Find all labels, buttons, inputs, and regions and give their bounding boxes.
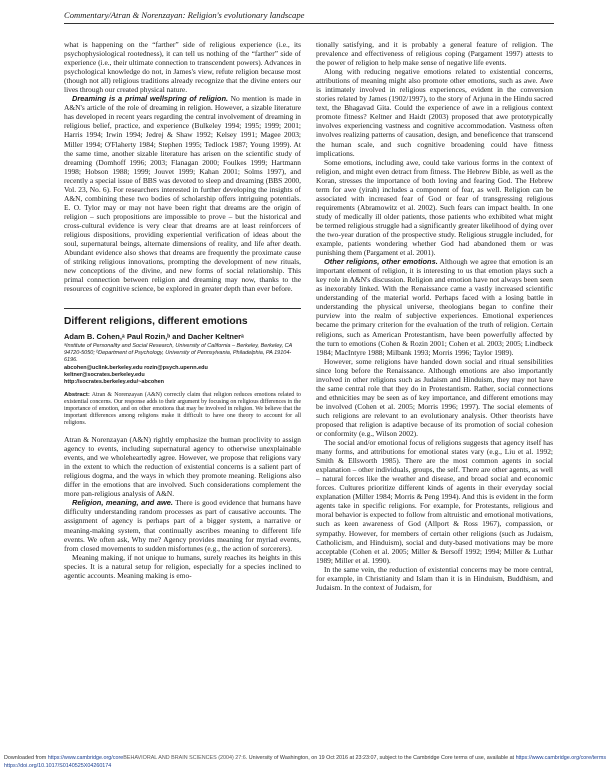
- right-paragraph-1: tionally satisfying, and it is probably a general feature of religion. The prevalence and effectiveness of religious coping (Pargament 1997) attests to the power of religion to help make sense of negative life events.: [316, 40, 553, 68]
- email-line-2[interactable]: keltner@socrates.berkeley.edu: [64, 371, 145, 378]
- header-rule: [64, 23, 554, 24]
- footer-journal-ref: BEHAVIORAL AND BRAIN SCIENCES (2004) 27:6: [123, 755, 246, 761]
- download-footer: [4, 754, 606, 770]
- abstract: [64, 392, 301, 427]
- meaning-heading: Religion, meaning, and awe.: [72, 498, 173, 508]
- left-paragraph-dreaming: [64, 94, 301, 293]
- footer-line-1: [4, 754, 606, 762]
- other-emotions-heading: Other religions, other emotions.: [324, 257, 438, 267]
- left-column: [64, 40, 301, 580]
- terms-link[interactable]: https://www.cambridge.org/core/terms: [515, 755, 606, 761]
- cambridge-core-link[interactable]: https://www.cambridge.org/core: [47, 755, 124, 761]
- right-paragraph-awe: Along with reducing negative emotions related to existential concerns, attributions of meaning might also promote other emotions, such as awe. Awe is intimately involved in religious experiences, evident in the conversion stories related by James (1902/1997), to the story of Arjuna in the Hindu sacred text, the Bhagavad Gita. Could the experience of awe in a religious context promote fitness? Keltner and Haidt (2003) proposed that awe prototypically involves experiencing vastness and cognitive accommodation. Vastness often involves realizing patterns of causation, design, and beneficence that transcend the human scale, and such cognitive broadening could have fitness implications.: [316, 67, 553, 158]
- abstract-label: Abstract:: [64, 391, 90, 398]
- doi-link[interactable]: https://doi.org/10.1017/S0140525X04260174: [4, 763, 112, 769]
- footer-middle: . University of Washington, on 19 Oct 2016 at 23:23:07, subject to the Cambridge Core terms of use, available at: [245, 755, 516, 761]
- running-head: [64, 10, 554, 20]
- right-paragraph-social: However, some religions have handed down social and ritual sensibilities since long before the Renaissance. Although emotions are also importantly involved in other religions such as Judaism and Hinduism, they may not have the same central role that they do in Protestantism. Rather, social connections and ethnicities may be seen as of key importance, and different emotions may be involved (Cohen et al. 2005; Morris 1996; 1997). The social elements of such religions are relevant to an evolutionary analysis. Other theorists have proposed that religion is adaptive because of its promotion of social cohesion or conformity (e.g., Wilson 2002).: [316, 356, 553, 439]
- right-column: [316, 40, 553, 592]
- dreaming-heading: Dreaming is a primal wellspring of religion.: [72, 94, 229, 104]
- left-paragraph-last: Meaning making, if not unique to humans, surely reaches its heights in this species. It is a natural setup for religion, especially for a species inclined to agentic accounts. Meaning making is emo-: [64, 552, 301, 580]
- author-contacts: [64, 365, 301, 386]
- left-paragraph-1: what is happening on the “farther” side of religious experience (i.e., its psychophysiological rootedness), it can tell us nothing of the “farther” side of experience (i.e., their ultimate connection to transcendent powers). Advances in psychological knowledge do not, in James's view, refute religion because most (though not all) religious traditions already recognize that the divine enters our lives through our created physical nature.: [64, 40, 301, 95]
- right-paragraph-last: In the same vein, the reduction of existential concerns may be more central, for example, in Christianity and Islam than it is in Hinduism, Buddhism, and Judaism. In the context of Judaism, for: [316, 564, 553, 592]
- homepage-link[interactable]: http://socrates.berkeley.edu/~abcohen: [64, 378, 164, 385]
- other-emotions-text: Although we agree that emotion is an important element of religion, it is interesting to us that emotion plays such a key role in A&N's discussion. Religion and emotion have not always been seen as inexorably linked. With the Renaissance came a vastly increased scientific understanding of the material world. Perhaps faced with a losing battle in understanding the physical universe, theologians began to confine their purview into the realm of subjective experiences. Emotional experiences became the primary criterion for the evaluation of the truth of religion. Certain religions, such as American Protestantism, have been powerfully affected by the turn to emotions (Cohen & Rozin 2001; Cohen et al. 2003; 2005; Lindbeck 1984; MacIntyre 1988; Milbank 1993; Morris 1996; Taylor 1989).: [316, 257, 553, 357]
- dreaming-text: No mention is made in A&N's article of the role of dreaming in religion. However, a sizable literature has developed in recent years regarding the central involvement of dreaming in religious belief, practice, and experience (Bulkeley 1994; 1995; 1999; 2001; Harris 1994; Irwin 1994; Jedrej & Shaw 1992; Kelsey 1991; Magee 2003; Miller 1994; O'Flaherty 1984; Stephen 1995; Tedlock 1987; Young 1999). At the same time, another sizable literature has arisen on the scientific study of dreaming (Domhoff 1996; 2003; Flanagan 2000; Foulkes 1999; Hartmann 1998; Hobson 1988; 1999; Jouvet 1999; Kahan 2001; Solms 1997), and recently a special issue of BBS was devoted to sleep and dreaming (BBS 2000, Vol. 23, No. 6). For researchers interested in further developing the insights of A&N, combining these two bodies of scholarship offers intriguing potentials. E. O. Tylor may or may not have been right that dreams are the origin of religion – such propositions are impossible to prove – but the historical and cross-cultural evidence is very clear that dreams are at least reinforcers of religious dispositions, providing experiential verification of ideas about the soul, supernatural beings, alternate dimensions of reality, and life after death. Abundant evidence also shows that dreams are frequently the proximate cause of striking religious innovations, prompting the development of new rituals, new conceptions of the divine, and new forms of social relationship. This primal connection between religion and dreaming may now, thanks to the resources of cognitive science, be explored in greater depth than ever before.: [64, 94, 301, 294]
- article-title: Different religions, different emotions: [64, 308, 301, 328]
- meaning-text: There is good evidence that humans have difficulty understanding random processes as part of causative accounts. The assignment of agency is perhaps part of a bigger system, a narrative or meaning-making system, that continually ascribes meaning to different life events. We often ask, Why me? Agency provides meaning for myriad events, from closed movements to sudden misfortunes (e.g., the action of sorcerers).: [64, 498, 301, 553]
- right-paragraph-other-emotions: [316, 257, 553, 357]
- left-paragraph-intro: Atran & Norenzayan (A&N) rightly emphasize the human proclivity to assign agency to events, including supernatural agency to otherwise unexplainable events, and we wholeheartedly agree. However, we propose that religions vary in the extent to which the reduction of existential concerns is a salient part of religious dogma, and the ways in which they promote meaning. Religions also differ in the emotions that are involved. Such considerations complement the more pan-religious analysis of A&N.: [64, 435, 301, 499]
- article-authors: Adam B. Cohen,ᵃ Paul Rozin,ᵇ and Dacher Keltnerᵃ: [64, 332, 244, 342]
- running-title: /Atran & Norenzayan: Religion's evolutionary landscape: [108, 10, 305, 20]
- right-paragraph-fear: Some emotions, including awe, could take various forms in the context of religion, and might even detract from fitness. The Hebrew Bible, as well as the Koran, stresses the importance of both loving and fearing God. The Hebrew term for awe (yirah) includes a component of fear, as well. Religion can be associated with increased fear of God or fear of transgressing religious requirements (Abramowitz et al. 2002). Such fears can impact health. In one study of medically ill older patients, those patients who exhibited what might be termed religious struggle had a significantly greater likelihood of dying over the two-year duration of the prospective study. Religious struggle included, for example, patients wondering whether God had abandoned them or was punishing them (Pargament et al. 2001).: [316, 157, 553, 258]
- email-line-1[interactable]: abcohen@uclink.berkeley.edu rozin@psych.upenn.edu: [64, 364, 208, 371]
- footer-prefix: Downloaded from: [4, 755, 48, 761]
- left-paragraph-meaning: [64, 498, 301, 552]
- author-affiliations: ᵃInstitute of Personality and Social Research, University of California – Berkeley, Berkeley, CA 94720-5050; ᵇDepartment of Psychology, University of Pennsylvania, Philadelphia, PA 19104-6196.: [64, 342, 293, 363]
- right-paragraph-agency: The social and/or emotional focus of religions suggests that agency itself has many forms, and attributions for emotional states vary (e.g., Liu et al. 1992; Smith & Ellsworth 1985). There are the most common agents in social explanation – other individuals, groups, the self. There are other agents, as well – natural forces like the weather and disease, and broad social and economic forces. Cultures prioritize different kinds of agents in their everyday social explanation (Miller 1984; Morris & Peng 1994). And this is evident in the form agents take in specific religions. For example, for Protestants, religious and moral behavior is expected to follow from altruistic and emotional motivations, such as keen awareness of God (Allport & Ross 1967), compassion, or sympathy. However, for members of certain other religions (such as Judaism, Catholicism, and Hinduism), social and duty-based motivations may be more acceptable (Cohen et al. 2005; Miller & Bersoff 1992; 1994; Miller & Luthar 1989; Miller et al. 1990).: [316, 438, 553, 565]
- footer-line-2: [4, 762, 596, 770]
- journal-section: Commentary: [64, 10, 109, 20]
- abstract-text: Atran & Norenzayan (A&N) correctly claim that religion reduces emotions related to existential concerns. Our response adds to their argument by focusing on religious differences in the importance of emotion, and on other emotions that may be involved in religion. We believe that the important differences among religions make it difficult to have one theory to account for all religions.: [64, 391, 301, 426]
